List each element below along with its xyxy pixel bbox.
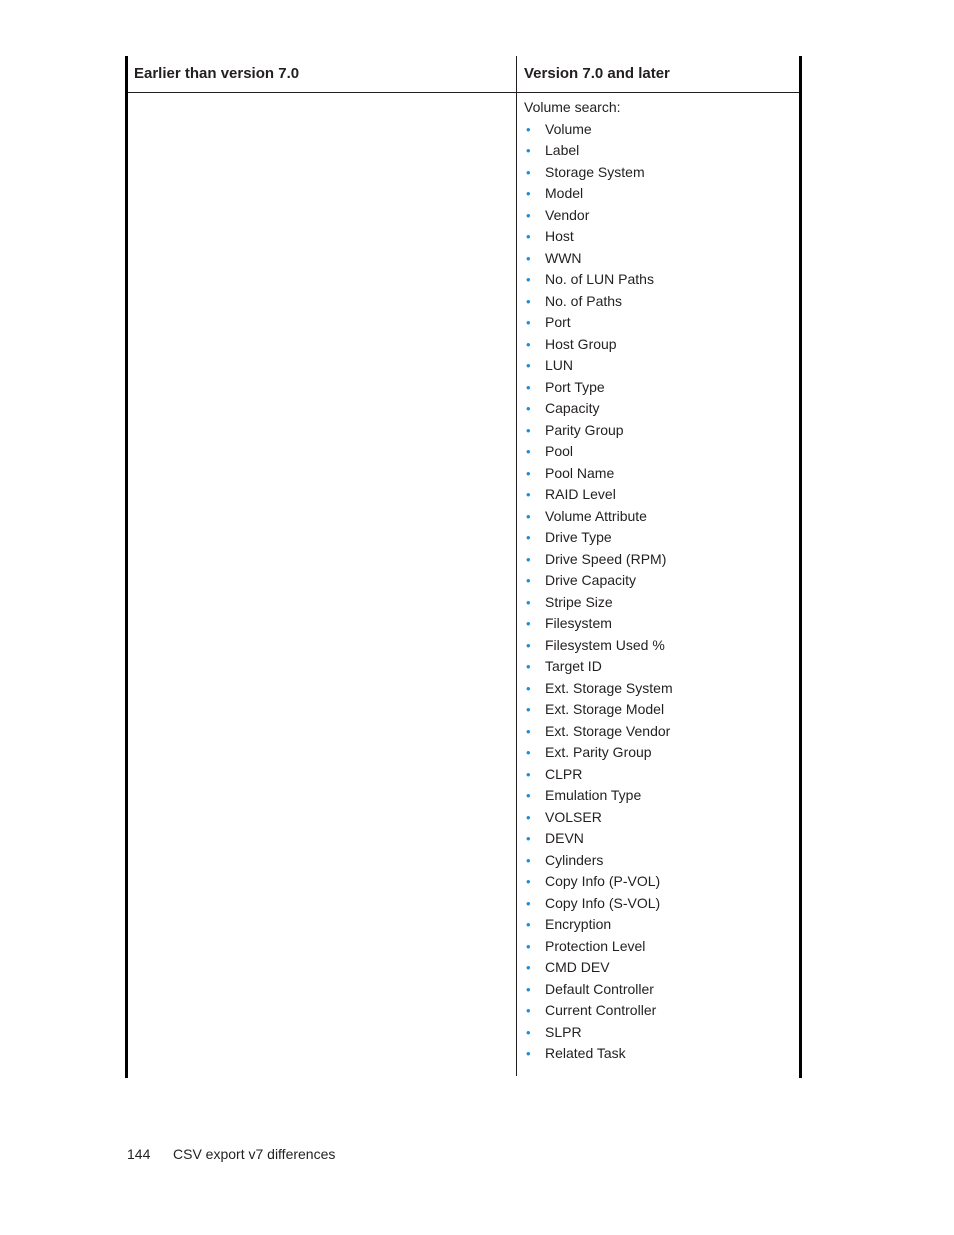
list-item: [524, 226, 794, 248]
bullet-icon: •: [526, 530, 531, 545]
list-item: [524, 678, 794, 700]
bullet-icon: •: [526, 487, 531, 502]
bullet-icon: •: [526, 121, 531, 137]
list-item: [524, 205, 794, 227]
list-item-label: Capacity: [545, 400, 600, 416]
list-item: [524, 119, 794, 141]
list-item: [524, 764, 794, 786]
bullet-icon: •: [526, 680, 531, 696]
list-item-label: SLPR: [545, 1023, 582, 1040]
list-item-label: Storage System: [545, 163, 645, 180]
right-cell: [524, 97, 794, 1065]
list-item-label: Current Controller: [545, 1002, 657, 1018]
list-item-label: Pool: [545, 443, 574, 459]
list-item-label: Volume: [545, 120, 592, 137]
list-item: [524, 957, 794, 979]
list-item: [524, 549, 794, 571]
table-right-border: [799, 56, 802, 1078]
bullet-icon: •: [526, 143, 531, 158]
list-item-label: Port: [545, 314, 571, 330]
bullet-icon: •: [526, 444, 531, 459]
list-item-label: Filesystem Used %: [545, 636, 665, 653]
list-item: [524, 613, 794, 635]
list-item: [524, 635, 794, 657]
bullet-icon: •: [526, 874, 531, 889]
list-item-label: Target ID: [545, 658, 602, 674]
bullet-icon: •: [526, 917, 531, 932]
bullet-icon: •: [526, 637, 531, 653]
bullet-icon: •: [526, 293, 531, 309]
list-item: [524, 291, 794, 313]
list-item-label: Ext. Parity Group: [545, 744, 652, 760]
list-item: [524, 441, 794, 463]
list-item-label: No. of LUN Paths: [545, 271, 654, 287]
list-item: [524, 850, 794, 872]
list-item: [524, 1000, 794, 1022]
list-item-label: WWN: [545, 249, 582, 266]
bullet-icon: •: [526, 831, 531, 846]
column-divider: [516, 56, 517, 1076]
bullet-icon: •: [526, 895, 531, 911]
bullet-icon: •: [526, 1046, 531, 1061]
bullet-icon: •: [526, 358, 531, 373]
bullet-icon: •: [526, 551, 531, 567]
list-item: [524, 656, 794, 678]
list-item-label: Parity Group: [545, 421, 624, 438]
bullet-icon: •: [526, 616, 531, 631]
list-item: [524, 828, 794, 850]
bullet-icon: •: [526, 164, 531, 180]
bullet-icon: •: [526, 186, 531, 201]
table-left-border: [125, 56, 128, 1078]
list-item-label: Filesystem: [545, 615, 612, 631]
bullet-icon: •: [526, 379, 531, 395]
list-item: [524, 914, 794, 936]
page-footer: [127, 1144, 335, 1164]
list-item: [524, 377, 794, 399]
list-item: [524, 871, 794, 893]
list-item-label: Copy Info (P-VOL): [545, 873, 661, 889]
list-item: [524, 807, 794, 829]
column-header-earlier: Earlier than version 7.0: [134, 65, 300, 82]
list-item-label: CMD DEV: [545, 959, 610, 975]
list-item-label: Model: [545, 185, 584, 201]
list-item: [524, 463, 794, 485]
comparison-table: [125, 56, 802, 1078]
list-item-label: RAID Level: [545, 486, 616, 502]
list-item: [524, 527, 794, 549]
list-item: [524, 248, 794, 270]
section-title: CSV export v7 differences: [173, 1146, 336, 1162]
list-item-label: Port Type: [545, 378, 605, 395]
list-item: [524, 979, 794, 1001]
bullet-icon: •: [526, 852, 531, 868]
list-item-label: Host Group: [545, 335, 617, 352]
bullet-icon: •: [526, 981, 531, 997]
list-item: [524, 420, 794, 442]
bullet-icon: •: [526, 401, 531, 416]
header-rule: [128, 92, 799, 93]
list-item-label: Emulation Type: [545, 787, 642, 803]
list-item-label: Vendor: [545, 206, 590, 223]
list-item: [524, 893, 794, 915]
list-item: [524, 506, 794, 528]
bullet-icon: •: [526, 508, 531, 524]
list-item-label: Copy Info (S-VOL): [545, 894, 661, 911]
list-item-label: Cylinders: [545, 851, 604, 868]
list-item-label: CLPR: [545, 765, 583, 782]
list-item: [524, 269, 794, 291]
list-item-label: Related Task: [545, 1045, 626, 1061]
bullet-icon: •: [526, 745, 531, 760]
bullet-icon: •: [526, 336, 531, 352]
bullet-icon: •: [526, 250, 531, 266]
list-item-label: Protection Level: [545, 937, 646, 954]
list-item-label: Host: [545, 228, 574, 244]
list-item: [524, 785, 794, 807]
bullet-icon: •: [526, 960, 531, 975]
list-item: [524, 742, 794, 764]
list-item-label: Pool Name: [545, 464, 615, 481]
cell-intro: Volume search:: [524, 99, 621, 115]
list-item-label: Ext. Storage Vendor: [545, 722, 671, 739]
list-item: [524, 183, 794, 205]
list-item: [524, 592, 794, 614]
list-item: [524, 334, 794, 356]
list-item: [524, 721, 794, 743]
field-list: [524, 119, 794, 1065]
list-item: [524, 398, 794, 420]
list-item-label: VOLSER: [545, 808, 602, 825]
list-item-label: Volume Attribute: [545, 507, 647, 524]
bullet-icon: •: [526, 809, 531, 825]
bullet-icon: •: [526, 938, 531, 954]
column-header-later: Version 7.0 and later: [524, 65, 670, 82]
list-item-label: DEVN: [545, 830, 584, 846]
bullet-icon: •: [526, 1024, 531, 1040]
list-item-label: Drive Type: [545, 529, 612, 545]
bullet-icon: •: [526, 465, 531, 481]
list-item-label: LUN: [545, 357, 574, 373]
list-item: [524, 162, 794, 184]
list-item: [524, 570, 794, 592]
list-item-label: Encryption: [545, 916, 612, 932]
bullet-icon: •: [526, 659, 531, 674]
list-item-label: Stripe Size: [545, 593, 613, 610]
bullet-icon: •: [526, 207, 531, 223]
list-item: [524, 355, 794, 377]
bullet-icon: •: [526, 229, 531, 244]
bullet-icon: •: [526, 723, 531, 739]
list-item: [524, 699, 794, 721]
bullet-icon: •: [526, 1003, 531, 1018]
bullet-icon: •: [526, 788, 531, 803]
bullet-icon: •: [526, 422, 531, 438]
list-item-label: Drive Speed (RPM): [545, 550, 667, 567]
list-item: [524, 1022, 794, 1044]
bullet-icon: •: [526, 594, 531, 610]
list-item: [524, 140, 794, 162]
list-item-label: Label: [545, 142, 580, 158]
list-item-label: Ext. Storage Model: [545, 701, 665, 717]
list-item-label: Default Controller: [545, 980, 654, 997]
bullet-icon: •: [526, 702, 531, 717]
bullet-icon: •: [526, 573, 531, 588]
list-item: [524, 484, 794, 506]
list-item-label: Drive Capacity: [545, 572, 637, 588]
bullet-icon: •: [526, 272, 531, 287]
list-item-label: Ext. Storage System: [545, 679, 673, 696]
bullet-icon: •: [526, 766, 531, 782]
list-item: [524, 936, 794, 958]
bullet-icon: •: [526, 315, 531, 330]
page-number: 144: [127, 1146, 151, 1162]
list-item: [524, 312, 794, 334]
list-item: [524, 1043, 794, 1065]
list-item-label: No. of Paths: [545, 292, 623, 309]
